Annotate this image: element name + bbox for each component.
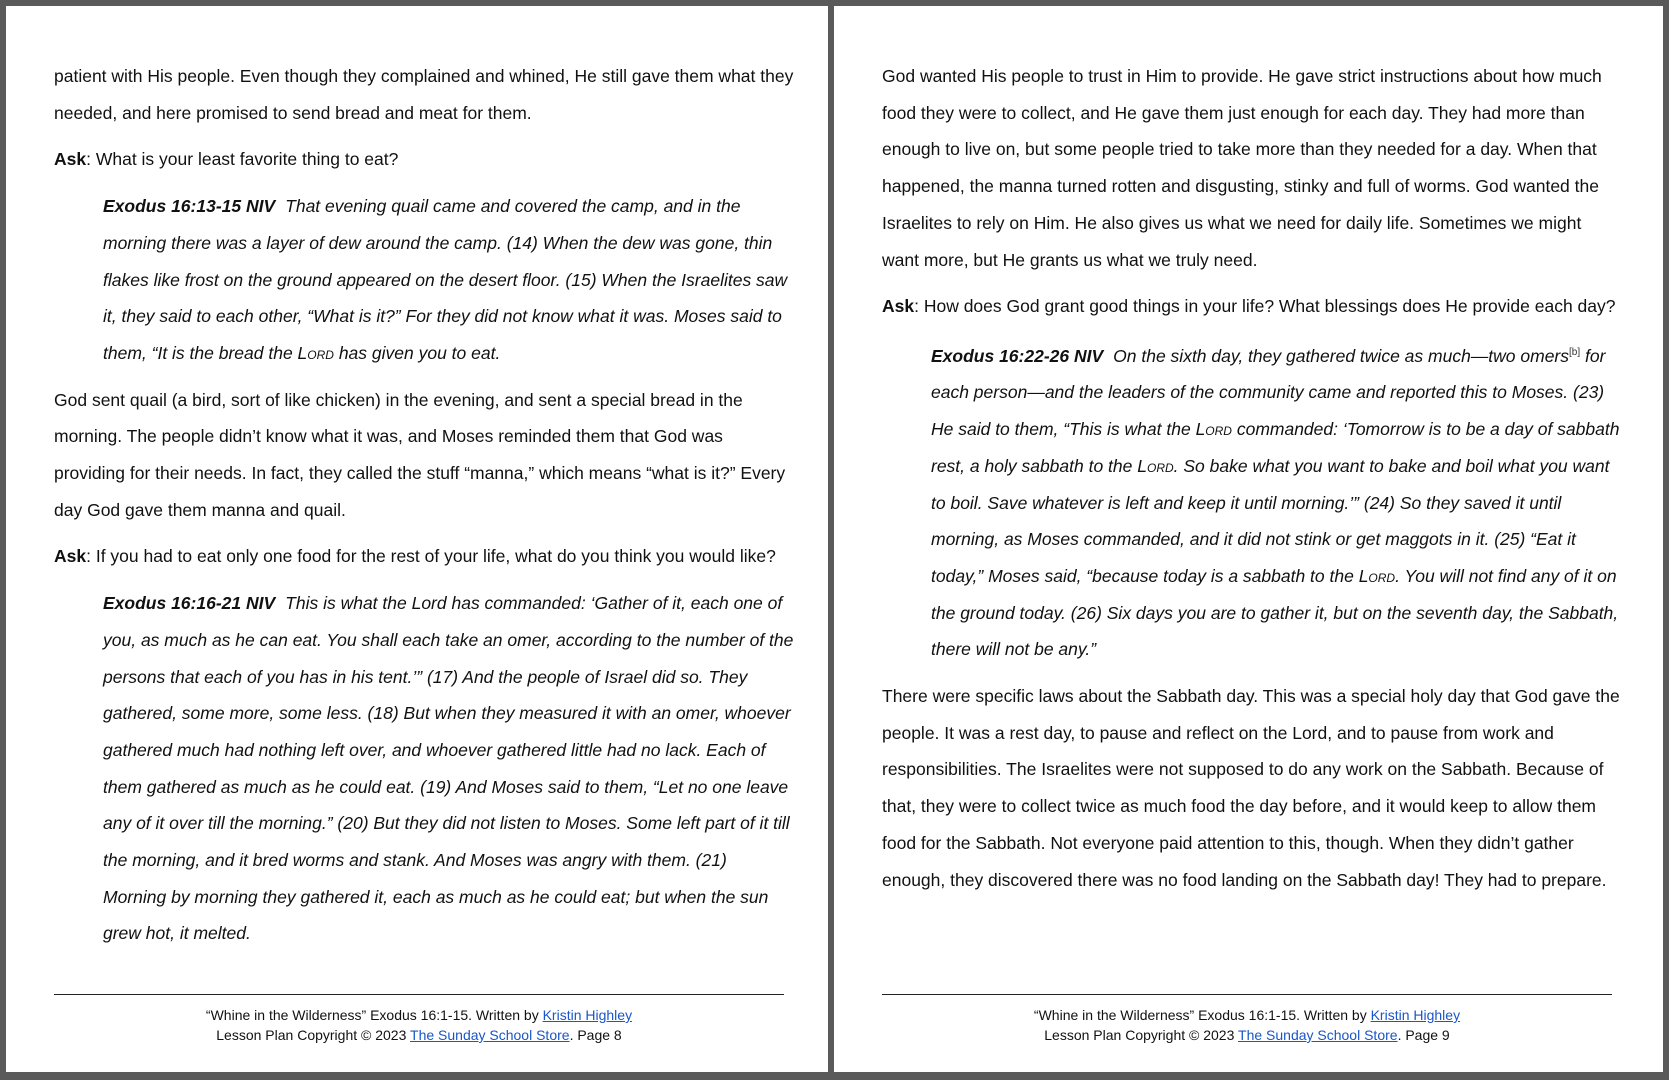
scripture-text: . You will not find any of it on the ground today. (26) Six days you are to gather it, but on the seventh day, the Sabbath, there will not be any.”: [931, 565, 1619, 660]
page-number: . Page 9: [1397, 1027, 1450, 1043]
footer-line-2: [882, 1025, 1612, 1045]
page-content: [882, 58, 1622, 908]
scripture-text: commanded: ‘Tomorrow is to be a day of sabbath rest, a holy sabbath to the: [931, 419, 1620, 476]
footer-text: Lesson Plan Copyright © 2023: [216, 1027, 411, 1043]
footer-text: “Whine in the Wilderness” Exodus 16:1-15. Written by: [205, 1007, 543, 1023]
ask-label: Ask: [54, 546, 87, 567]
paragraph: God wanted His people to trust in Him to provide. He gave strict instructions about how much food they were to collect, and He gave them just enough for each day. They had more than enough to live on, but some people tried to take more than they needed for a day. When that happened, the manna turned rotten and disgusting, stinky and full of worms. God wanted the Israelites to rely on Him. He also gives us what we need for daily life. Sometimes we might want more, but He grants us what we truly need.: [882, 66, 1602, 270]
scripture-text: This is what the Lord has commanded: ‘Gather of it, each one of you, as much as he can eat. You shall each take an omer, according to the number of the persons that each of you has in his tent.’” (17) And the people of Israel did so. They gathered, some more, some less. (18) But when they measured it with an omer, whoever gathered much had nothing left over, and whoever gathered little had no lack. Each of them gathered as much as he could eat. (19) And Moses said to them, “Let no one leave any of it over till the morning.” (20) But they did not listen to Moses. Some left part of it till the morning, and it bred worms and stank. And Moses was angry with them. (21) Morning by morning they gathered it, each as much as he could eat; but when the sun grew hot, it melted.: [103, 593, 794, 944]
scripture-text: for each person—and the leaders of the community came and reported this to Moses. (23) He said to them, “This is what the: [931, 345, 1606, 440]
paragraph: patient with His people. Even though they complained and whined, He still gave them what they needed, and here promised to send bread and meat for them.: [54, 66, 794, 123]
scripture-reference: Exodus 16:22-26 NIV: [931, 345, 1104, 366]
ask-text: : How does God grant good things in your life? What blessings does He provide each day?: [914, 296, 1616, 317]
ask-label: Ask: [54, 149, 87, 170]
lord-smallcaps: Lord: [1137, 455, 1174, 476]
paragraph: There were specific laws about the Sabbath day. This was a special holy day that God gave the people. It was a rest day, to pause and reflect on the Lord, and to pause from work and responsibilities. The Israelites were not supposed to do any work on the Sabbath. Because of that, they were to collect twice as much food the day before, and it would keep to allow them food for the Sabbath. Not everyone paid attention to this, though. When they didn’t gather enough, they discovered there was no food landing on the Sabbath day! They had to prepare.: [882, 686, 1620, 890]
page-footer: [882, 994, 1612, 1045]
scripture-reference: Exodus 16:13-15 NIV: [103, 196, 276, 217]
ask-prompt: [882, 288, 1622, 325]
scripture-text: That evening quail came and covered the camp, and in the morning there was a layer of dew around the camp. (14) When the dew was gone, thin flakes like frost on the ground appeared on the desert floor. (15) When the Israelites saw it, they said to each other, “What is it?” For they did not know what it was. Moses said to them, “It is the bread the: [103, 196, 788, 363]
author-link[interactable]: Kristin Highley: [1370, 1007, 1461, 1023]
footer-line-2: [54, 1025, 784, 1045]
document-page-9: [834, 6, 1663, 1072]
scripture-quote: [103, 188, 794, 372]
ask-text: : What is your least favorite thing to eat?: [86, 149, 399, 170]
footer-line-1: [54, 1005, 784, 1025]
ask-prompt: [54, 141, 794, 178]
ask-label: Ask: [882, 296, 915, 317]
document-page-8: [6, 6, 828, 1072]
store-link[interactable]: The Sunday School Store: [410, 1027, 570, 1043]
scripture-quote: [103, 585, 794, 952]
scripture-quote: [931, 335, 1622, 668]
lord-smallcaps: Lord: [297, 342, 334, 363]
scripture-reference: Exodus 16:16-21 NIV: [103, 593, 276, 614]
footer-text: Lesson Plan Copyright © 2023: [1044, 1027, 1239, 1043]
footer-line-1: [882, 1005, 1612, 1025]
footer-text: “Whine in the Wilderness” Exodus 16:1-15. Written by: [1033, 1007, 1371, 1023]
page-content: [54, 58, 794, 962]
lord-smallcaps: Lord: [1358, 565, 1396, 586]
store-link[interactable]: The Sunday School Store: [1238, 1027, 1398, 1043]
paragraph: God sent quail (a bird, sort of like chicken) in the evening, and sent a special bread in the morning. The people didn’t know what it was, and Moses reminded them that God was providing for their needs. In fact, they called the stuff “manna,” which means “what is it?” Every day God gave them manna and quail.: [54, 389, 786, 520]
footnote-marker[interactable]: [b]: [1569, 346, 1581, 358]
page-number: . Page 8: [569, 1027, 622, 1043]
scripture-text: . So bake what you want to bake and boil what you want to boil. Save whatever is left and keep it until morning.’” (24) So they saved it until morning, as Moses commanded, and it did not stink or get maggots in it. (25) “Eat it today,” Moses said, “because today is a sabbath to the: [931, 455, 1610, 586]
ask-text: : If you had to eat only one food for the rest of your life, what do you think you would like?: [86, 546, 776, 567]
scripture-text: On the sixth day, they gathered twice as much—two omers: [1113, 345, 1570, 366]
page-footer: [54, 994, 784, 1045]
ask-prompt: [54, 538, 794, 575]
lord-smallcaps: Lord: [1195, 419, 1232, 440]
scripture-text: has given you to eat.: [333, 342, 501, 363]
author-link[interactable]: Kristin Highley: [542, 1007, 633, 1023]
